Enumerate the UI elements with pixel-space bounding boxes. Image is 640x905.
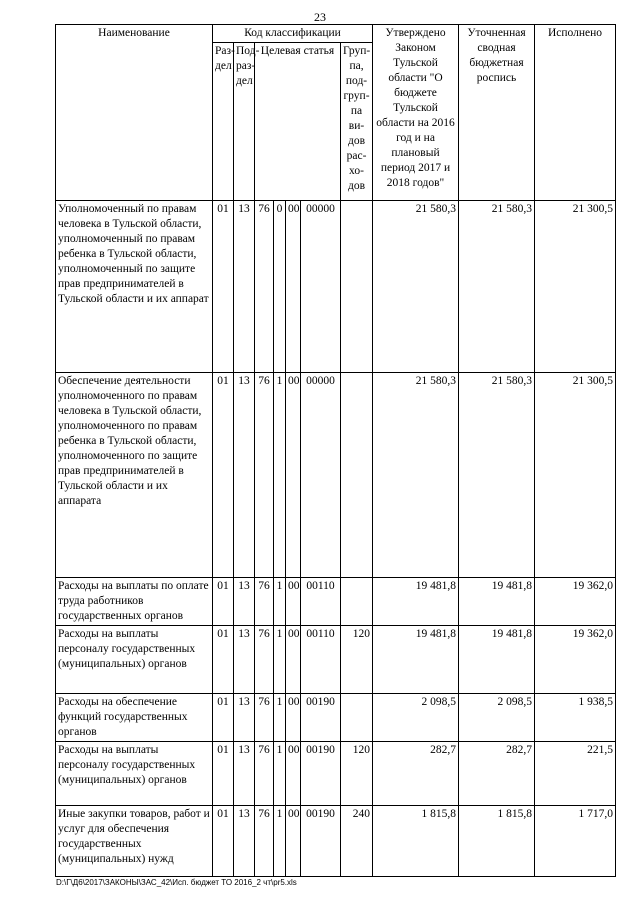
cell-group (341, 694, 373, 742)
header-subsection: Под-раз-дел (234, 43, 255, 201)
cell-section: 01 (213, 626, 234, 694)
cell-t4: 00110 (301, 626, 341, 694)
table-row (56, 742, 616, 806)
cell-t4: 00190 (301, 806, 341, 877)
header-executed: Исполнено (535, 25, 616, 201)
table-row (56, 201, 616, 373)
cell-section: 01 (213, 201, 234, 373)
cell-executed: 21 300,5 (535, 373, 616, 578)
cell-subsection: 13 (234, 742, 255, 806)
cell-t3: 00 (286, 373, 301, 578)
cell-t4: 00190 (301, 694, 341, 742)
cell-t3: 00 (286, 742, 301, 806)
cell-approved: 282,7 (373, 742, 459, 806)
cell-section: 01 (213, 373, 234, 578)
cell-section: 01 (213, 742, 234, 806)
cell-revised: 282,7 (459, 742, 535, 806)
cell-approved: 19 481,8 (373, 626, 459, 694)
cell-revised: 2 098,5 (459, 694, 535, 742)
cell-t1: 76 (255, 201, 274, 373)
cell-revised: 21 580,3 (459, 201, 535, 373)
cell-t1: 76 (255, 806, 274, 877)
cell-revised: 19 481,8 (459, 626, 535, 694)
table-row (56, 694, 616, 742)
header-expense-group: Груп-па, под-груп-па ви-дов рас-хо-дов (341, 43, 373, 201)
cell-executed: 1 717,0 (535, 806, 616, 877)
cell-subsection: 13 (234, 578, 255, 626)
cell-subsection: 13 (234, 626, 255, 694)
cell-t3: 00 (286, 201, 301, 373)
cell-subsection: 13 (234, 201, 255, 373)
cell-executed: 221,5 (535, 742, 616, 806)
cell-approved: 2 098,5 (373, 694, 459, 742)
cell-t1: 76 (255, 626, 274, 694)
table-row (56, 806, 616, 877)
cell-revised: 19 481,8 (459, 578, 535, 626)
cell-name: Расходы на выплаты персоналу государственных (муниципальных) органов (56, 742, 213, 806)
cell-group: 120 (341, 626, 373, 694)
table-row (56, 373, 616, 578)
cell-name: Расходы на обеспечение функций государственных органов (56, 694, 213, 742)
cell-t2: 1 (274, 742, 286, 806)
cell-section: 01 (213, 806, 234, 877)
cell-name: Расходы на выплаты по оплате труда работников государственных органов (56, 578, 213, 626)
cell-t3: 00 (286, 806, 301, 877)
cell-name: Уполномоченный по правам человека в Тульской области, уполномоченный по правам ребенка в Тульской области, уполномоченный по защите прав предпринимателей в Тульской области и их аппарат (56, 201, 213, 373)
cell-approved: 21 580,3 (373, 373, 459, 578)
cell-t2: 1 (274, 694, 286, 742)
cell-t1: 76 (255, 694, 274, 742)
cell-name: Иные закупки товаров, работ и услуг для обеспечения государственных (муниципальных) нужд (56, 806, 213, 877)
cell-section: 01 (213, 694, 234, 742)
cell-approved: 21 580,3 (373, 201, 459, 373)
cell-group (341, 373, 373, 578)
cell-executed: 19 362,0 (535, 626, 616, 694)
table-body (56, 201, 616, 877)
cell-executed: 1 938,5 (535, 694, 616, 742)
cell-executed: 21 300,5 (535, 201, 616, 373)
cell-t2: 1 (274, 578, 286, 626)
cell-revised: 1 815,8 (459, 806, 535, 877)
cell-t4: 00000 (301, 201, 341, 373)
cell-group: 240 (341, 806, 373, 877)
header-name: Наименование (56, 25, 213, 201)
budget-table (55, 24, 616, 877)
cell-group (341, 201, 373, 373)
cell-section: 01 (213, 578, 234, 626)
cell-t3: 00 (286, 694, 301, 742)
header-section: Раз-дел (213, 43, 234, 201)
cell-name: Обеспечение деятельности уполномоченного по правам человека в Тульской области, уполномоченного по правам ребенка в Тульской области, уполномоченного по защите прав предпринимателей в Тульской области и их аппарата (56, 373, 213, 578)
cell-t1: 76 (255, 373, 274, 578)
cell-t4: 00000 (301, 373, 341, 578)
cell-t2: 0 (274, 201, 286, 373)
cell-t2: 1 (274, 806, 286, 877)
cell-name: Расходы на выплаты персоналу государственных (муниципальных) органов (56, 626, 213, 694)
cell-approved: 19 481,8 (373, 578, 459, 626)
cell-executed: 19 362,0 (535, 578, 616, 626)
cell-revised: 21 580,3 (459, 373, 535, 578)
cell-t3: 00 (286, 626, 301, 694)
cell-approved: 1 815,8 (373, 806, 459, 877)
cell-group: 120 (341, 742, 373, 806)
cell-subsection: 13 (234, 694, 255, 742)
header-revised: Уточненная сводная бюджетная роспись (459, 25, 535, 201)
file-path-footer: D:\Г\Д6\2017\ЗАКОНЫ\ЗАС_42\Исп. бюджет ТО 2016_2 чт\pr5.xls (56, 878, 297, 887)
cell-t2: 1 (274, 626, 286, 694)
table-row (56, 626, 616, 694)
cell-subsection: 13 (234, 806, 255, 877)
cell-t1: 76 (255, 742, 274, 806)
header-code-group: Код классификации (213, 25, 373, 43)
cell-t3: 00 (286, 578, 301, 626)
table-row (56, 578, 616, 626)
cell-t4: 00190 (301, 742, 341, 806)
cell-t2: 1 (274, 373, 286, 578)
header-row-1 (56, 25, 616, 43)
cell-subsection: 13 (234, 373, 255, 578)
header-target: Целевая статья (255, 43, 341, 201)
page-number: 23 (314, 10, 326, 24)
cell-t4: 00110 (301, 578, 341, 626)
cell-t1: 76 (255, 578, 274, 626)
header-approved: Утверждено Законом Тульской области "О бюджете Тульской области на 2016 год и на плановый период 2017 и 2018 годов" (373, 25, 459, 201)
cell-group (341, 578, 373, 626)
